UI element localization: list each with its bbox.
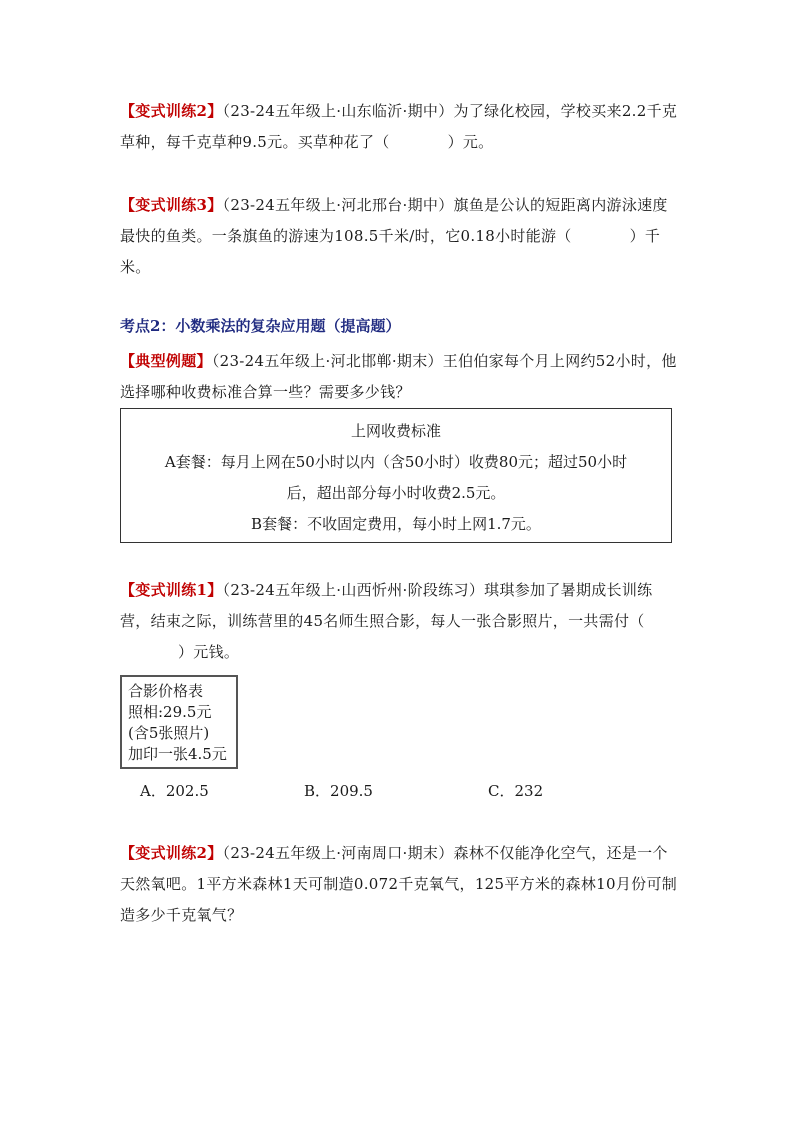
photo-price-table (120, 675, 238, 769)
option-b[interactable]: B．209.5 (304, 782, 373, 800)
question-text: 为了绿化校园，学校买来2.2千克草种，每千克草种9.5元。买草种花了（ (120, 102, 678, 151)
question-tag: 【典型例题】 (120, 352, 212, 370)
question-variant-3 (120, 190, 680, 283)
question-variant-2a (120, 96, 680, 158)
price-table-line: 照相:29.5元 (128, 703, 212, 721)
question-tail: ）千米。 (120, 227, 661, 276)
price-table-line: 加印一张4.5元 (128, 745, 227, 763)
question-text: 旗鱼是公认的短距离内游泳速度最快的鱼类。一条旗鱼的游速为108.5千米/时，它0.18小时能游（ (120, 196, 668, 245)
question-source: （23-24五年级上·山东临沂·期中） (222, 102, 454, 120)
question-text: 森林不仅能净化空气，还是一个天然氧吧。1平方米森林1天可制造0.072千克氧气，125平方米的森林10月份可制造多少千克氧气？ (120, 844, 678, 924)
question-text: 王伯伯家每个月上网约52小时，他选择哪种收费标准合算一些？需要多少钱？ (120, 352, 677, 401)
question-tag: 【变式训练1】 (120, 581, 223, 599)
question-source: （23-24五年级上·河北邯郸·期末） (211, 352, 443, 370)
question-tag: 【变式训练2】 (120, 102, 223, 120)
question-tail: ）元钱。 (178, 643, 240, 661)
plan-a-line-2: 后，超出部分每小时收费2.5元。 (286, 484, 506, 502)
question-source: （23-24五年级上·河南周口·期末） (222, 844, 454, 862)
question-source: （23-24五年级上·河北邢台·期中） (222, 196, 454, 214)
price-table-line: (含5张照片) (128, 724, 210, 742)
question-variant-1 (120, 575, 680, 668)
example-question (120, 346, 680, 408)
section-heading: 考点2：小数乘法的复杂应用题（提高题） (120, 317, 401, 335)
question-variant-2b (120, 838, 680, 931)
question-text: 琪琪参加了暑期成长训练营，结束之际，训练营里的45名师生照合影，每人一张合影照片，一共需付（ (120, 581, 653, 630)
plan-b-line: B套餐：不收固定费用，每小时上网1.7元。 (251, 515, 541, 533)
question-tail: ）元。 (447, 133, 494, 151)
question-tag: 【变式训练3】 (120, 196, 223, 214)
option-a[interactable]: A．202.5 (140, 782, 209, 800)
question-source: （23-24五年级上·山西忻州·阶段练习） (222, 581, 485, 599)
option-c[interactable]: C．232 (488, 782, 544, 800)
question-tag: 【变式训练2】 (120, 844, 223, 862)
plan-a-line-1: A套餐：每月上网在50小时以内（含50小时）收费80元；超过50小时 (164, 453, 628, 471)
pricing-title: 上网收费标准 (350, 422, 441, 440)
pricing-standard-box (120, 408, 672, 543)
price-table-title: 合影价格表 (128, 682, 204, 700)
